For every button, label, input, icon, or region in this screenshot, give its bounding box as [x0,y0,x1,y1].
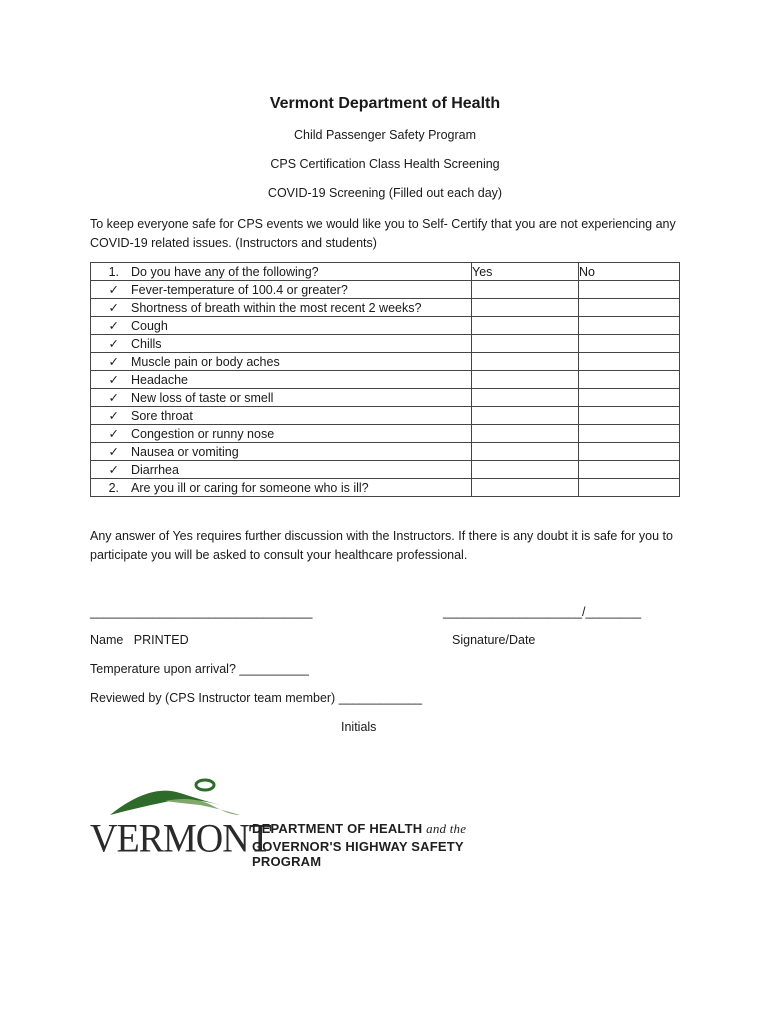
yes-cell[interactable] [472,389,579,407]
vermont-wordmark: VERMONT [90,816,271,862]
yes-cell[interactable] [472,281,579,299]
question-cell [91,299,472,317]
question-text: Fever-temperature of 100.4 or greater? [131,283,348,297]
checkmark-icon: ✓ [108,391,119,405]
table-row [91,443,680,461]
table-row [91,479,680,497]
question-cell [91,353,472,371]
no-cell[interactable] [579,479,680,497]
question-cell [91,443,472,461]
question-cell [91,263,472,281]
name-label: Name PRINTED [90,633,189,647]
table-row [91,389,680,407]
no-cell[interactable] [579,461,680,479]
yes-cell[interactable] [472,407,579,425]
question-text: New loss of taste or smell [131,391,274,405]
intro-paragraph: To keep everyone safe for CPS events we would like you to Self- Certify that you are not experiencing any COVID-19 related issues. (Instructors and students) [90,217,676,250]
no-cell[interactable] [579,389,680,407]
yes-cell[interactable] [472,353,579,371]
yes-cell[interactable] [472,425,579,443]
no-cell[interactable]: No [579,263,680,281]
checkmark-icon: ✓ [108,301,119,315]
screening-table [90,262,680,497]
document-title: Vermont Department of Health [269,95,501,112]
yes-cell[interactable] [472,479,579,497]
yes-cell[interactable] [472,443,579,461]
yes-cell[interactable] [472,335,579,353]
question-text: Chills [131,337,162,351]
yes-cell[interactable] [472,461,579,479]
screening-note: COVID-19 Screening (Filled out each day) [267,186,503,200]
checkmark-icon: ✓ [108,445,119,459]
signature-line[interactable]: ____________________/________ [443,605,642,619]
table-row [91,263,680,281]
question-text: Do you have any of the following? [131,264,319,279]
question-cell [91,479,472,497]
vermont-health-logo [90,775,510,869]
reviewed-by-field[interactable]: Reviewed by (CPS Instructor team member) ____________ [90,691,423,705]
question-cell [91,335,472,353]
no-cell[interactable] [579,335,680,353]
question-cell [91,371,472,389]
no-cell[interactable] [579,407,680,425]
table-row [91,335,680,353]
question-text: Nausea or vomiting [131,445,239,459]
signature-label: Signature/Date [452,633,536,647]
logo-line-1-italic: and the [426,821,467,836]
yes-cell[interactable] [472,371,579,389]
question-text: Cough [131,319,168,333]
checkmark-icon: ✓ [108,337,119,351]
yes-answer-note: Any answer of Yes requires further discussion with the Instructors. If there is any doubt it is safe for you to participate you will be asked to consult your healthcare professional. [90,529,673,562]
question-cell [91,407,472,425]
question-number: 2. [108,480,119,495]
logo-line-1 [252,821,466,837]
question-text: Muscle pain or body aches [131,355,280,369]
question-text: Headache [131,373,188,387]
logo-line-1-bold: DEPARTMENT OF HEALTH [252,821,423,836]
no-cell[interactable] [579,425,680,443]
no-cell[interactable] [579,443,680,461]
checkmark-icon: ✓ [108,355,119,369]
checkmark-icon: ✓ [108,373,119,387]
table-row [91,407,680,425]
document-subtitle: CPS Certification Class Health Screening [270,157,500,171]
question-cell [91,425,472,443]
question-number: 1. [108,264,119,279]
yes-cell[interactable] [472,299,579,317]
name-line[interactable]: ________________________________ [90,605,313,619]
question-text: Are you ill or caring for someone who is ill? [131,480,369,495]
initials-label: Initials [341,720,377,734]
checkmark-icon: ✓ [108,283,119,297]
question-cell [91,461,472,479]
table-row [91,299,680,317]
no-cell[interactable] [579,353,680,371]
logo-line-2: GOVERNOR'S HIGHWAY SAFETY PROGRAM [252,839,464,869]
question-text: Sore throat [131,409,193,423]
table-row [91,461,680,479]
checkmark-icon: ✓ [108,427,119,441]
question-text: Diarrhea [131,463,179,477]
no-cell[interactable] [579,317,680,335]
question-text: Shortness of breath within the most recent 2 weeks? [131,301,422,315]
yes-cell[interactable] [472,317,579,335]
question-cell [91,317,472,335]
no-cell[interactable] [579,371,680,389]
question-cell [91,389,472,407]
temperature-field[interactable]: Temperature upon arrival? __________ [90,662,309,676]
yes-cell[interactable]: Yes [472,263,579,281]
checkmark-icon: ✓ [108,319,119,333]
table-row [91,281,680,299]
checkmark-icon: ✓ [108,463,119,477]
table-row [91,425,680,443]
question-text: Congestion or runny nose [131,427,275,441]
checkmark-icon: ✓ [108,409,119,423]
no-cell[interactable] [579,299,680,317]
table-row [91,317,680,335]
question-cell [91,281,472,299]
no-cell[interactable] [579,281,680,299]
program-name: Child Passenger Safety Program [293,128,477,142]
table-row [91,353,680,371]
table-row [91,371,680,389]
